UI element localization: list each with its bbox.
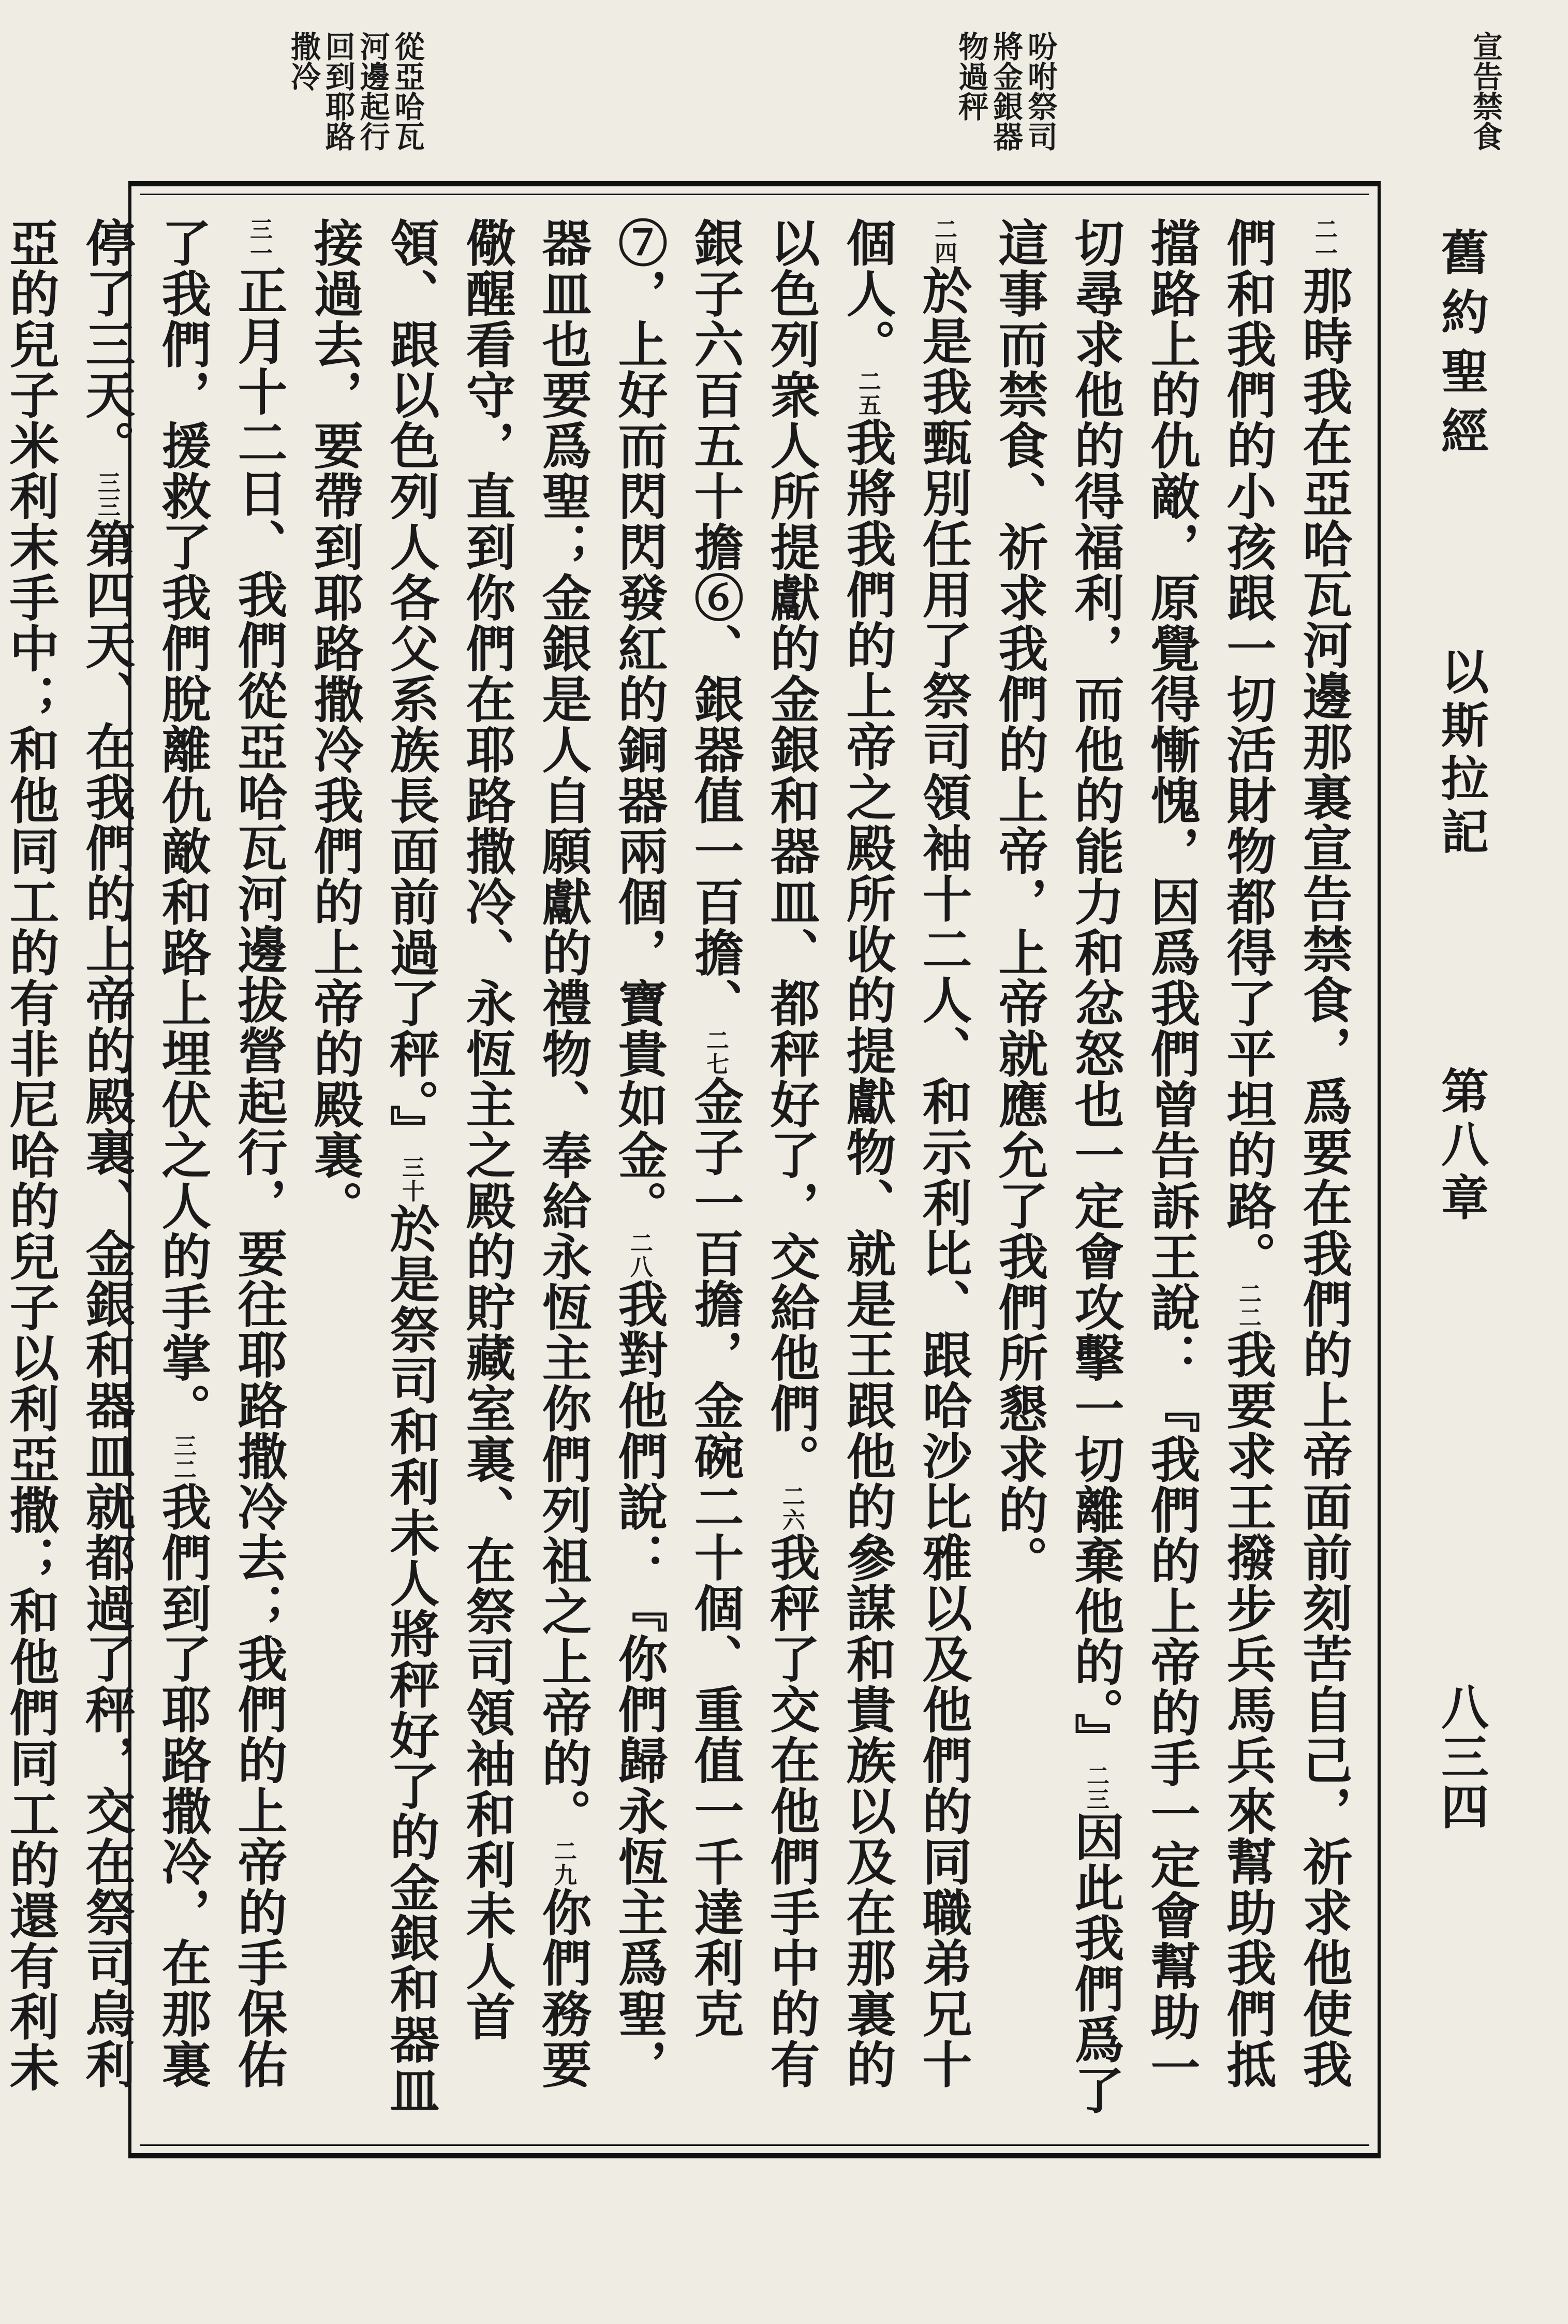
chapter-label: 第八章 (1433, 1066, 1489, 1227)
verse-number: 二八 (626, 1231, 653, 1279)
margin-note-line: 宣告禁食 (1468, 31, 1503, 151)
margin-note-journey (287, 31, 423, 151)
verse-text: 我秤了交在他們手中的有銀子六百五十擔⑥、銀器值一百擔、 (686, 217, 821, 2090)
verse-text: 正月十二日、我們從亞哈瓦河邊拔營起行，要往耶路撒冷去；我們的上帝的手保佑了我們，援救了我們脫離仇敵和路上埋伏之人的手掌。 (154, 217, 288, 2090)
verse-text: 於是我甄別任用了祭司領袖十二人、和示利比、跟哈沙比雅以及他們的同職弟兄十個人。 (838, 217, 973, 2090)
verse-text: 第四天、在我們的上帝的殿裏、金銀和器皿就都過了秤，交在祭司烏利亞的兒子米利末手中；和他同工的有非尼哈的兒子以利亞撒；和他們同工的還有利未 (2, 217, 136, 2093)
book-name: 以斯拉記 (1433, 647, 1489, 861)
verse-number: 二六 (778, 1484, 805, 1532)
verse-text: 因此我們爲了這事而禁食、祈求我們的上帝，上帝就應允了我們所懇求的。 (990, 217, 1125, 2115)
verse-number: 三二 (170, 1434, 196, 1481)
verse-number: 二二 (1235, 1282, 1261, 1330)
verse-text: 我對他們說：『你們歸永恆主爲聖，器皿也要爲聖；金銀是人自願獻的禮物、奉給永恆主你們列祖之上帝的。 (534, 217, 669, 2090)
margin-note-weigh (955, 31, 1056, 151)
book-title: 舊約聖經 (1433, 228, 1489, 466)
margin-note-fast (1469, 31, 1501, 151)
verse-number: 三三 (94, 470, 120, 519)
verse-number: 二九 (550, 1839, 576, 1887)
margin-note-line: 從亞哈瓦 (389, 31, 425, 151)
margin-note-line: 撒冷 (285, 31, 321, 91)
verse-text: 我將我們的上帝之殿所收的提獻物、就是王跟他的參謀和貴族以及在那裏的以色列衆人所提獻的金銀和器皿、都秤好了，交給他們。 (762, 217, 897, 2090)
margin-note-line: 吩咐祭司 (1023, 31, 1058, 151)
verse-number: 二一 (1311, 217, 1337, 265)
margin-note-line: 物過秤 (953, 31, 989, 121)
margin-note-line: 河邊起行 (354, 31, 390, 151)
verse-number: 二五 (854, 369, 881, 417)
page-number: 八三四 (1433, 1682, 1489, 1832)
verse-number: 二七 (702, 1028, 729, 1076)
margin-note-line: 回到耶路 (320, 31, 356, 151)
verse-text: 你們務要儆醒看守，直到你們在耶路撒冷、永恆主之殿的貯藏室裏、在祭司領袖和利未人首領、跟以色列人各父系族長面前過了秤。』 (382, 217, 593, 2090)
verse-number: 二三 (1083, 1763, 1109, 1812)
scripture-body (2, 217, 1362, 2132)
verse-text: 我們到了耶路撒冷，在那裏停了三天。 (78, 217, 212, 2090)
verse-text: 那時我在亞哈瓦河邊那裏宣告禁食，爲要在我們的上帝面前刻苦自己，祈求他使我們和我們的小孩跟一切活財物都得了平坦的路。 (1219, 217, 1353, 2090)
verse-text: 我要求王撥步兵馬兵來幫助我們抵擋路上的仇敵，原覺得慚愧，因爲我們曾告訴王說：『我們的上帝的手一定會幫助一切尋求他的得福利，而他的能力和忿怒也一定會攻擊一切離棄他的。』 (1067, 217, 1277, 2093)
verse-number: 二四 (930, 217, 957, 265)
verse-text: 金子一百擔，金碗二十個、重值一千達利克⑦，上好而閃閃發紅的銅器兩個，寶貴如金。 (610, 217, 745, 2039)
margin-note-line: 將金銀器 (988, 31, 1024, 151)
verse-number: 三十 (398, 1155, 424, 1203)
verse-text: 於是祭司和利未人將秤好了的金銀和器皿接過去，要帶到耶路撒冷我們的上帝的殿裏。 (306, 217, 440, 2115)
verse-number: 三一 (246, 217, 272, 265)
